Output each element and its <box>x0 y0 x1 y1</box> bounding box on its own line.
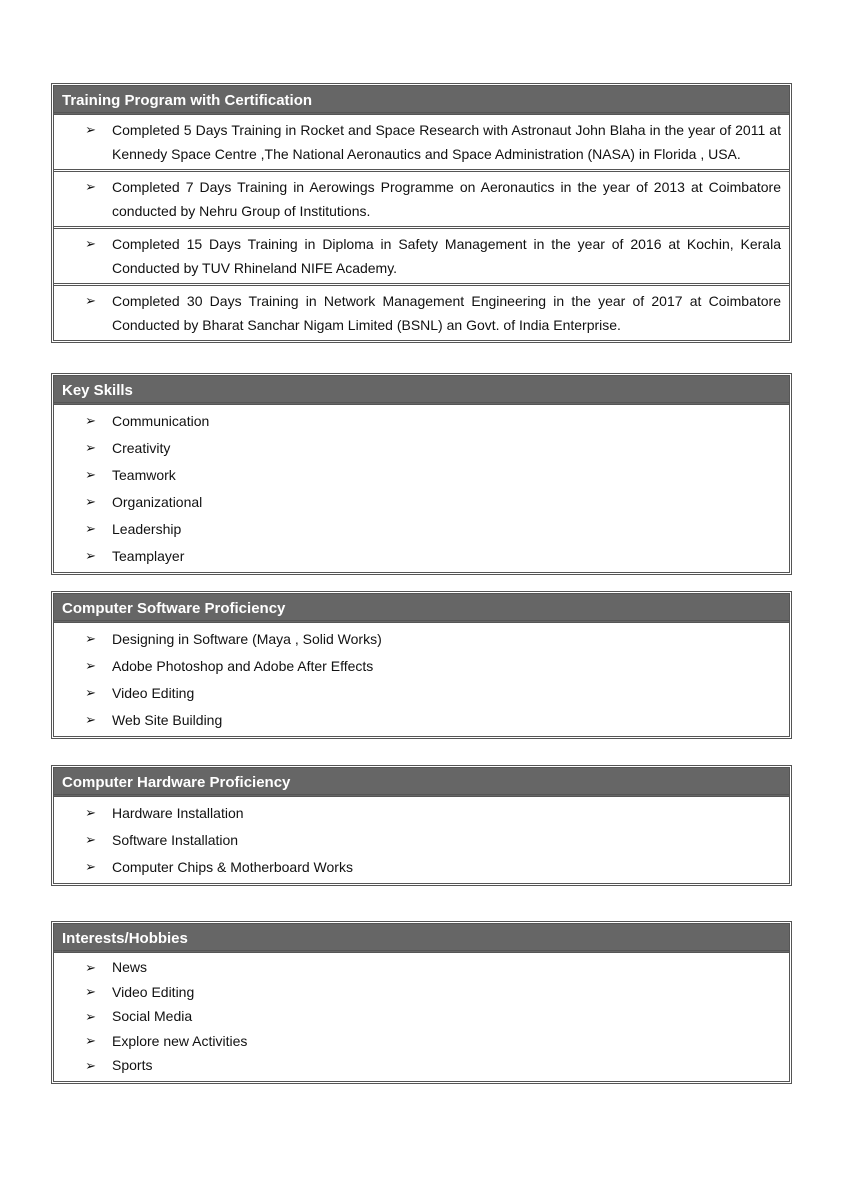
software-title: Computer Software Proficiency <box>54 594 789 623</box>
arrow-bullet-icon: ➢ <box>85 521 96 536</box>
arrow-bullet-icon: ➢ <box>85 236 96 251</box>
training-entry-text: Completed 15 Days Training in Diploma in Safety Management in the year of 2016 at Kochin, Kerala Conducted by TUV Rhineland NIFE Academy. <box>112 236 781 276</box>
list-item-text: Explore new Activities <box>112 1032 248 1049</box>
arrow-bullet-icon: ➢ <box>85 413 96 428</box>
list-item-text: Organizational <box>112 493 203 510</box>
hobbies-section <box>51 921 792 1084</box>
list-item <box>54 515 789 542</box>
arrow-bullet-icon: ➢ <box>85 805 96 820</box>
arrow-bullet-icon: ➢ <box>85 122 96 137</box>
list-item-text: Web Site Building <box>112 711 223 728</box>
arrow-bullet-icon: ➢ <box>85 658 96 673</box>
arrow-bullet-icon: ➢ <box>85 1008 96 1024</box>
training-section-title: Training Program with Certification <box>54 86 789 115</box>
list-item-text: Hardware Installation <box>112 804 244 821</box>
list-item <box>54 434 789 461</box>
list-item-text: Teamwork <box>112 466 176 483</box>
arrow-bullet-icon: ➢ <box>85 1057 96 1073</box>
training-entry-text: Completed 7 Days Training in Aerowings Programme on Aeronautics in the year of 2013 at Coimbatore conducted by Nehru Group of Institutions. <box>112 179 781 219</box>
hardware-list <box>54 797 789 883</box>
list-item <box>54 488 789 515</box>
list-item-text: Creativity <box>112 439 171 456</box>
list-item <box>54 955 789 980</box>
arrow-bullet-icon: ➢ <box>85 712 96 727</box>
list-item <box>54 652 789 679</box>
list-item <box>54 706 789 733</box>
list-item <box>54 1004 789 1029</box>
list-item <box>54 625 789 652</box>
arrow-bullet-icon: ➢ <box>85 832 96 847</box>
hobbies-list <box>54 953 789 1081</box>
list-item <box>54 1029 789 1054</box>
list-item-text: Leadership <box>112 520 182 537</box>
list-item <box>54 799 789 826</box>
arrow-bullet-icon: ➢ <box>85 467 96 482</box>
hardware-section <box>51 765 792 886</box>
list-item <box>54 407 789 434</box>
key-skills-title: Key Skills <box>54 376 789 405</box>
arrow-bullet-icon: ➢ <box>85 984 96 1000</box>
list-item-text: Software Installation <box>112 831 239 848</box>
list-item <box>54 461 789 488</box>
list-item-text: Communication <box>112 412 210 429</box>
training-entry <box>54 286 789 340</box>
key-skills-section <box>51 373 792 575</box>
software-list <box>54 623 789 736</box>
training-entry <box>54 172 789 229</box>
training-section <box>51 83 792 343</box>
training-entry <box>54 115 789 172</box>
arrow-bullet-icon: ➢ <box>85 548 96 563</box>
software-section <box>51 591 792 739</box>
list-item-text: Teamplayer <box>112 547 185 564</box>
hobbies-title: Interests/Hobbies <box>54 924 789 953</box>
arrow-bullet-icon: ➢ <box>85 631 96 646</box>
list-item-text: Video Editing <box>112 684 195 701</box>
list-item-text: News <box>112 959 148 976</box>
arrow-bullet-icon: ➢ <box>85 440 96 455</box>
training-entry-text: Completed 30 Days Training in Network Management Engineering in the year of 2017 at Coimbatore Conducted by Bharat Sanchar Nigam Limited (BSNL) an Govt. of India Enterprise. <box>112 293 781 333</box>
list-item <box>54 980 789 1005</box>
list-item <box>54 542 789 569</box>
list-item <box>54 826 789 853</box>
arrow-bullet-icon: ➢ <box>85 959 96 975</box>
list-item-text: Video Editing <box>112 983 195 1000</box>
arrow-bullet-icon: ➢ <box>85 685 96 700</box>
list-item-text: Social Media <box>112 1008 193 1025</box>
training-entry <box>54 229 789 286</box>
arrow-bullet-icon: ➢ <box>85 1033 96 1049</box>
list-item <box>54 853 789 880</box>
arrow-bullet-icon: ➢ <box>85 859 96 874</box>
key-skills-list <box>54 405 789 572</box>
training-entry-text: Completed 5 Days Training in Rocket and Space Research with Astronaut John Blaha in the year of 2011 at Kennedy Space Centre ,The National Aeronautics and Space Administration (NASA) in Florida , USA. <box>112 122 781 162</box>
list-item <box>54 679 789 706</box>
arrow-bullet-icon: ➢ <box>85 494 96 509</box>
list-item <box>54 1053 789 1078</box>
arrow-bullet-icon: ➢ <box>85 293 96 308</box>
list-item-text: Adobe Photoshop and Adobe After Effects <box>112 657 374 674</box>
hardware-title: Computer Hardware Proficiency <box>54 768 789 797</box>
list-item-text: Sports <box>112 1057 153 1074</box>
arrow-bullet-icon: ➢ <box>85 179 96 194</box>
list-item-text: Designing in Software (Maya , Solid Works) <box>112 630 382 647</box>
list-item-text: Computer Chips & Motherboard Works <box>112 858 353 875</box>
